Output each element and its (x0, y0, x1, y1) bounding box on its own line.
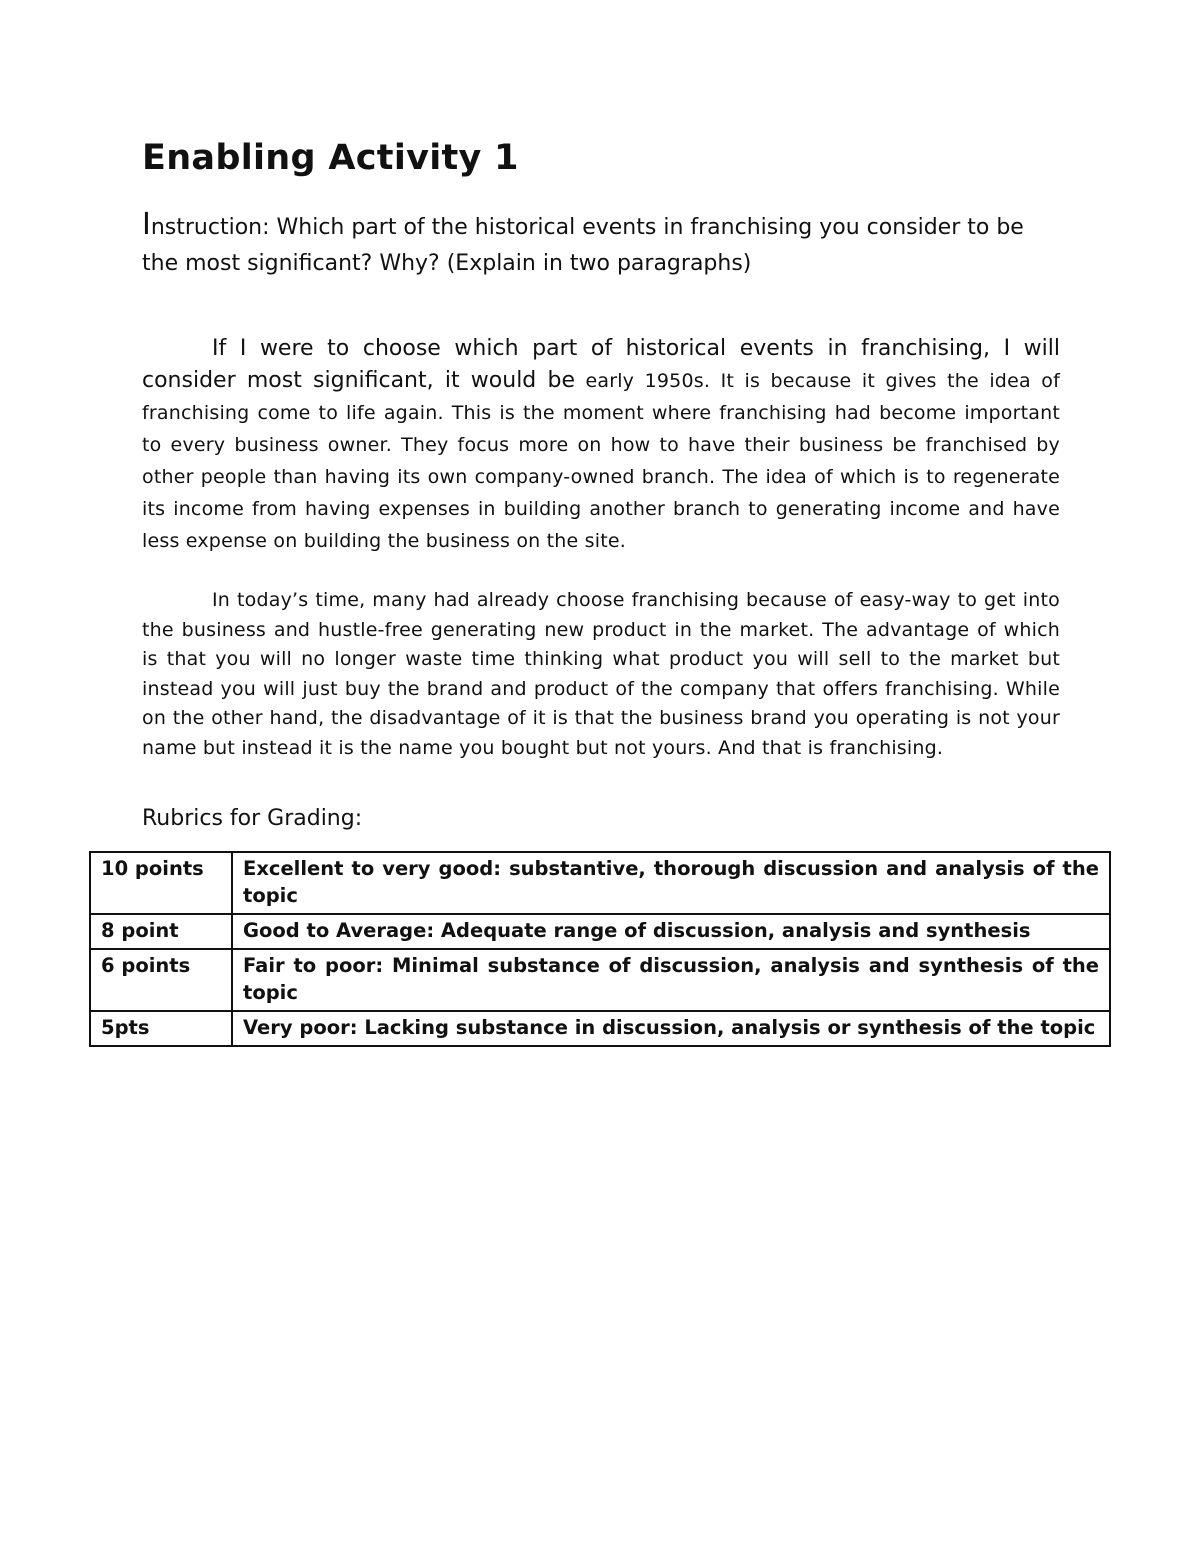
instruction-text: Which part of the historical events in franchising you consider to be the most significant? Why? (Explain in two paragraphs) (142, 215, 1024, 276)
rubric-description: Good to Average: Adequate range of discussion, analysis and synthesis (232, 914, 1110, 949)
rubric-points: 5pts (90, 1011, 232, 1046)
table-row (90, 852, 1110, 914)
rubric-points: 6 points (90, 949, 232, 1011)
rubric-description: Very poor: Lacking substance in discussion, analysis or synthesis of the topic (232, 1011, 1110, 1046)
rubrics-table (89, 851, 1111, 1047)
rubric-points: 8 point (90, 914, 232, 949)
answer-lead-strong: If I were to choose which part of historical events in franchising, I will consider most significant, it would be (142, 336, 1060, 393)
rubric-points: 10 points (90, 852, 232, 914)
answer-paragraph-2: In today’s time, many had already choose franchising because of easy-way to get into the business and hustle-free generating new product in the market. The advantage of which is that you will no longer waste time thinking what product you will sell to the market but instead you will just buy the brand and product of the company that offers franchising. While on the other hand, the disadvantage of it is that the business brand you operating is not your name but instead it is the name you bought but not yours. And that is franchising. (142, 589, 1060, 759)
page-title: Enabling Activity 1 (142, 138, 519, 178)
instruction-label: nstruction: (150, 215, 270, 240)
table-row (90, 1011, 1110, 1046)
table-row (90, 914, 1110, 949)
instruction-initial: I (142, 207, 151, 242)
answer-paragraph-1: It is because it gives the idea of franchising come to life again. This is the moment where franchising had become important to every business owner. They focus more on how to have their business be franchised by other people than having its own company-owned branch. The idea of which is to regenerate its income from having expenses in building another branch to generating income and have less expense on building the business on the site. (142, 370, 1060, 552)
instruction (142, 207, 1060, 282)
rubrics-heading: Rubrics for Grading: (142, 806, 363, 831)
answer-lead-continuation: early 1950s. (575, 370, 721, 392)
answer-lead (142, 333, 1060, 557)
rubric-description: Excellent to very good: substantive, thorough discussion and analysis of the topic (232, 852, 1110, 914)
table-row (90, 949, 1110, 1011)
rubric-description: Fair to poor: Minimal substance of discussion, analysis and synthesis of the topic (232, 949, 1110, 1011)
